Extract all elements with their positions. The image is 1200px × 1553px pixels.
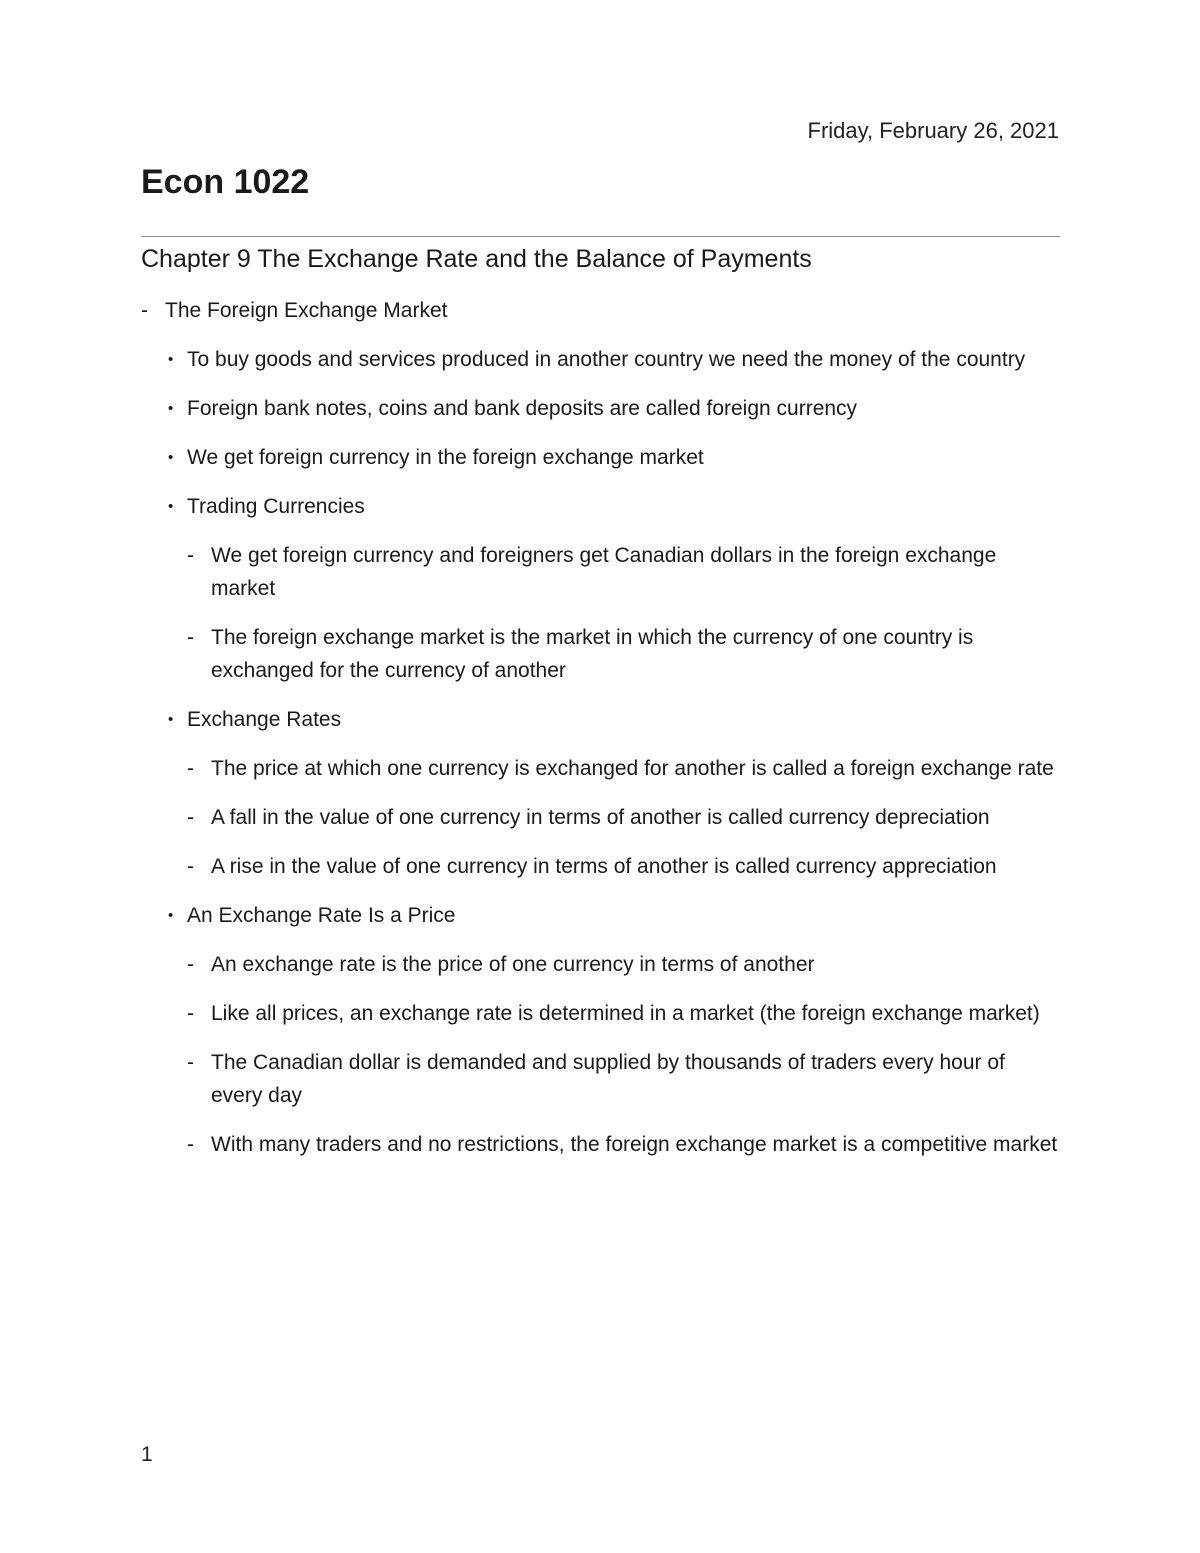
- document-date: Friday, February 26, 2021: [807, 118, 1059, 143]
- outline-item-level-1: [141, 490, 1060, 523]
- outline-item-text: We get foreign currency in the foreign exchange market: [187, 446, 704, 469]
- outline-item-text: An Exchange Rate Is a Price: [187, 904, 456, 927]
- dash-marker: -: [187, 1051, 194, 1074]
- outline-item-text: With many traders and no restrictions, the foreign exchange market is a competitive market: [211, 1133, 1058, 1156]
- outline-item-level-1: [141, 899, 1060, 932]
- outline-item-text: An exchange rate is the price of one currency in terms of another: [211, 953, 815, 976]
- outline-item-text: Exchange Rates: [187, 708, 342, 731]
- dash-marker: -: [187, 544, 194, 567]
- dash-marker: -: [141, 299, 148, 322]
- bullet-marker: •: [168, 907, 174, 924]
- outline-item-level-2: [141, 997, 1060, 1030]
- dash-marker: -: [187, 1133, 194, 1156]
- outline-item-text: A fall in the value of one currency in terms of another is called currency depreciation: [211, 806, 990, 829]
- outline-item-level-1: [141, 343, 1060, 376]
- outline-item-level-2: [141, 1046, 1060, 1112]
- outline-item-level-2: [141, 1128, 1060, 1161]
- bullet-marker: •: [168, 400, 174, 417]
- dash-marker: -: [187, 855, 194, 878]
- page-number: 1: [141, 1443, 153, 1466]
- outline-item-level-2: [141, 621, 1060, 687]
- outline-item-text: The price at which one currency is exchanged for another is called a foreign exchange rate: [211, 757, 1054, 780]
- dash-marker: -: [187, 953, 194, 976]
- outline-item-level-2: [141, 539, 1060, 605]
- outline-item-text: The foreign exchange market is the market in which the currency of one country is exchanged for the currency of another: [211, 626, 974, 682]
- outline-item-level-2: [141, 801, 1060, 834]
- bullet-marker: •: [168, 498, 174, 515]
- outline-item-text: A rise in the value of one currency in terms of another is called currency appreciation: [211, 855, 997, 878]
- document-title: Econ 1022: [141, 163, 310, 201]
- dash-marker: -: [187, 806, 194, 829]
- outline-item-level-2: [141, 752, 1060, 785]
- chapter-heading: Chapter 9 The Exchange Rate and the Balance of Payments: [141, 245, 812, 273]
- outline-item-level-1: [141, 441, 1060, 474]
- outline-item-text: The Canadian dollar is demanded and supplied by thousands of traders every hour of every day: [211, 1051, 1005, 1107]
- dash-marker: -: [187, 626, 194, 649]
- bullet-marker: •: [168, 449, 174, 466]
- bullet-marker: •: [168, 711, 174, 728]
- bullet-marker: •: [168, 351, 174, 368]
- outline-item-level-2: [141, 850, 1060, 883]
- outline-item-text: Trading Currencies: [187, 495, 365, 518]
- notes-outline: [141, 294, 1060, 1177]
- outline-item-text: Like all prices, an exchange rate is determined in a market (the foreign exchange market): [211, 1002, 1040, 1025]
- dash-marker: -: [187, 1002, 194, 1025]
- outline-item-level-1: [141, 392, 1060, 425]
- title-divider: [141, 236, 1060, 237]
- outline-item-text: We get foreign currency and foreigners get Canadian dollars in the foreign exchange market: [211, 544, 997, 600]
- outline-item-text: The Foreign Exchange Market: [165, 299, 448, 322]
- dash-marker: -: [187, 757, 194, 780]
- outline-item-level-0: [141, 294, 1060, 327]
- outline-item-level-1: [141, 703, 1060, 736]
- outline-item-text: To buy goods and services produced in another country we need the money of the country: [187, 348, 1026, 371]
- outline-item-text: Foreign bank notes, coins and bank deposits are called foreign currency: [187, 397, 858, 420]
- outline-item-level-2: [141, 948, 1060, 981]
